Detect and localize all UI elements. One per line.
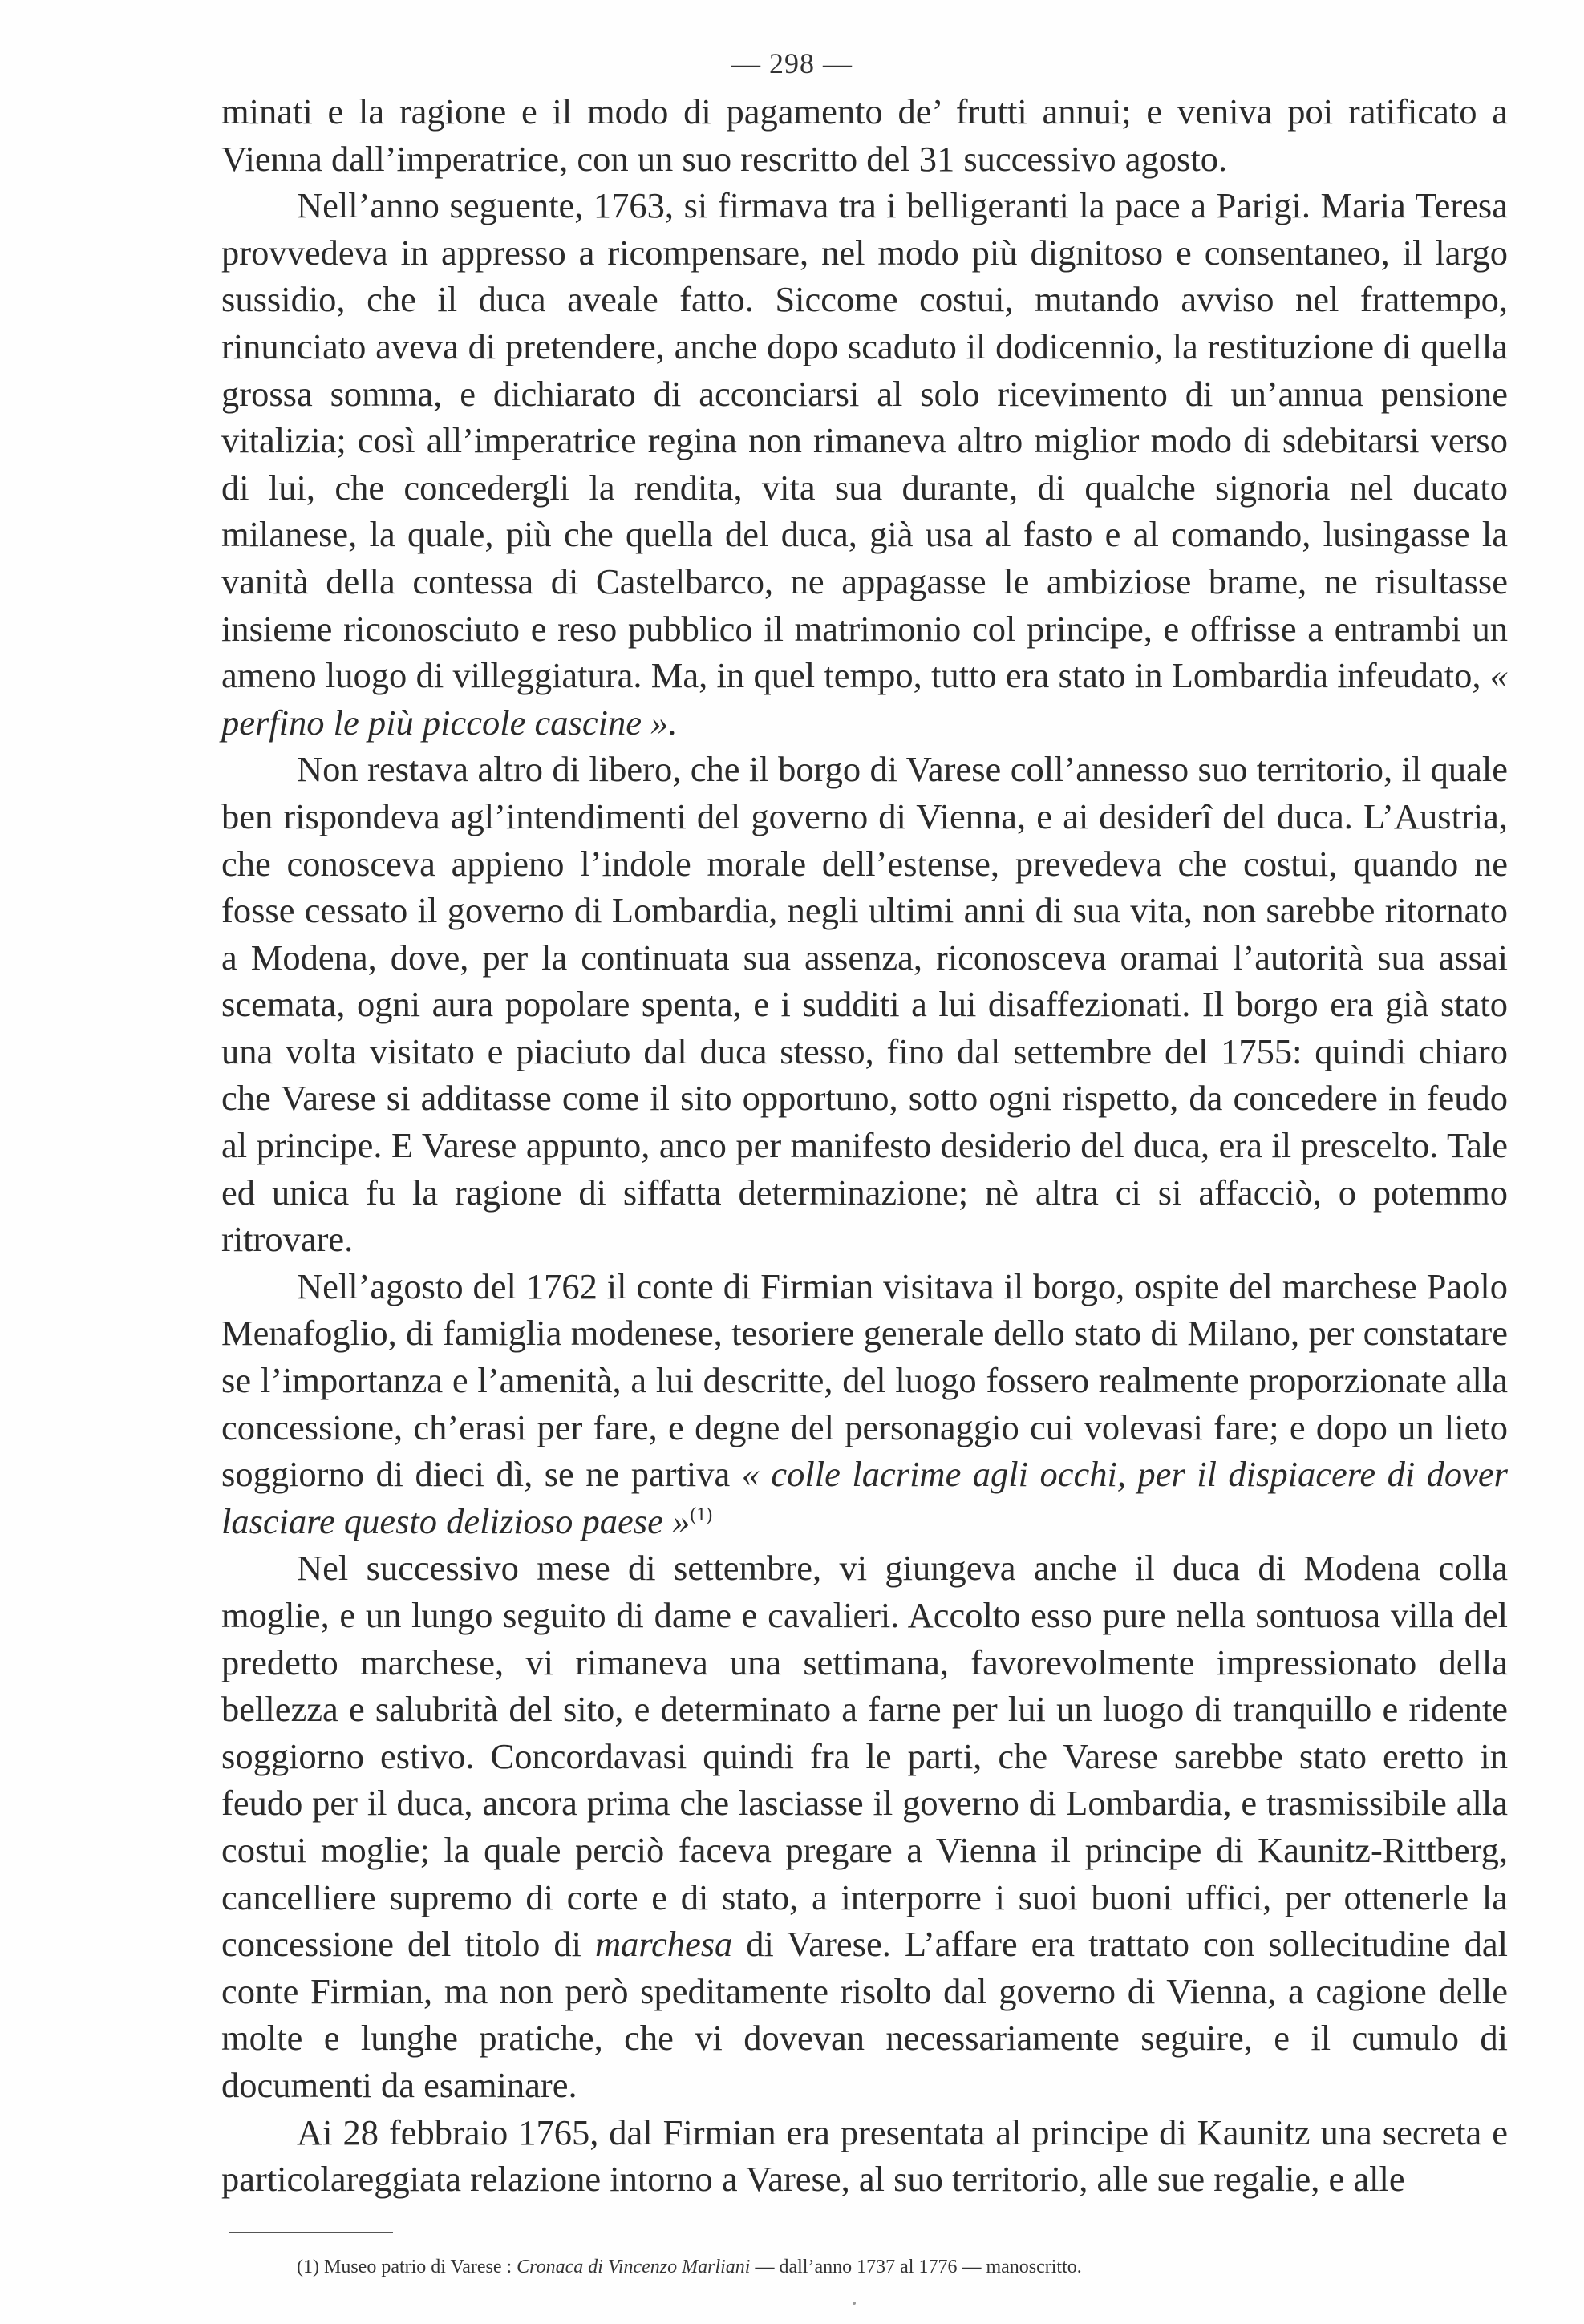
paragraph [221,2109,1508,2203]
footnote-separator [229,2232,393,2233]
text-run: minati e la ragione e il modo di pagamento de’ frutti annui; e veniva poi ratificato a Vienna dall’imperatrice, con un suo rescritto del 31 successivo agosto. [221,91,1508,179]
footnote-text-before: Museo patrio di Varese : [318,2257,517,2277]
text-run: Ai 28 febbraio 1765, dal Firmian era presentata al principe di Kaunitz una secreta e particolareggiata relazione intorno a Varese, al suo territorio, alle sue regalie, e alle [221,2111,1508,2200]
paragraph [221,1263,1508,1545]
footnote-text-after: — dall’anno 1737 al 1776 — manoscritto. [750,2257,1082,2277]
paragraph [221,88,1508,182]
italic-text: « perfino le più piccole cascine ». [221,655,1508,743]
page-number: — 298 — [731,47,853,79]
text-run: di Varese. L’affare era trattato con sollecitudine dal conte Firmian, ma non però speditamente risolto dal governo di Vienna, a cagione delle molte e lunghe pratiche, che vi dovevan necessariamente seguire, e il cumulo di documenti da esaminare. [221,1924,1509,2105]
footnote [297,2253,1500,2281]
footnote-marker: (1) [297,2257,319,2277]
text-run: Nel successivo mese di settembre, vi giungeva anche il duca di Modena colla moglie, e un lungo seguito di dame e cavalieri. Accolto esso pure nella sontuosa villa del predetto marchese, vi rimaneva una settimana, favorevolmente impressionato della bellezza e salubrità del sito, e determinato a farne per lui un luogo di tranquillo e ridente soggiorno estivo. Concordavasi quindi fra le parti, che Varese sarebbe stato eretto in feudo per il duca, ancora prima che lasciasse il governo di Lombardia, e trasmissibile alla costui moglie; la quale perciò faceva pregare a Vienna il principe di Kaunitz-Rittberg, cancelliere supremo di corte e di stato, a interporre i suoi buoni uffici, per ottenerle la concessione del titolo di [221,1548,1508,1965]
body-text [221,88,1508,2203]
footnote-italic-title: Cronaca di Vincenzo Marliani [517,2257,751,2277]
italic-text: marchesa [594,1924,733,1965]
paragraph [221,746,1508,1263]
italic-text: « colle lacrime agli occhi, per il dispiacere di dover lasciare questo delizioso paese » [221,1454,1508,1541]
footnote-reference: (1) [690,1504,713,1525]
text-run: Non restava altro di libero, che il borgo di Varese coll’annesso suo territorio, il quale ben rispondeva agl’intendimenti del governo di Vienna, e ai desiderî del duca. L’Austria, che conosceva appieno l’indole morale dell’estense, prevedeva che costui, quando ne fosse cessato il governo di Lombardia, negli ultimi anni di sua vita, non sarebbe ritornato a Modena, dove, per la continuata sua assenza, riconosceva oramai l’autorità sua assai scemata, ogni aura popolare spenta, e i sudditi a lui disaffezionati. Il borgo era già stato una volta visitato e piaciuto dal duca stesso, fino dal settembre del 1755: quindi chiaro che Varese si additasse come il sito opportuno, sotto ogni rispetto, da concedere in feudo al principe. E Varese appunto, anco per manifesto desiderio del duca, era il prescelto. Tale ed unica fu la ragione di siffatta determinazione; nè altra ci si affacciò, o potemmo ritrovare. [221,749,1508,1260]
paper-speck [853,2302,856,2305]
paragraph [221,182,1508,746]
text-run: Nell’anno seguente, 1763, si firmava tra i belligeranti la pace a Parigi. Maria Teresa provvedeva in appresso a ricompensare, nel modo più dignitoso e consentaneo, il largo sussidio, che il duca avealе fatto. Siccome costui, mutando avviso nel frattempo, rinunciato aveva di pretendere, anche dopo scaduto il dodicennio, la restituzione di quella grossa somma, e dichiarato di acconciarsi al solo ricevimento di un’annua pensione vitalizia; così all’imperatrice regina non rimaneva altro miglior modo di sdebitarsi verso di lui, che concedergli la rendita, vita sua durante, di qualche signoria nel ducato milanese, la quale, più che quella del duca, già usa al fasto e al comando, lusingasse la vanità della contessa di Castelbarco, ne appagasse le ambiziose brame, ne risultasse insieme riconosciuto e reso pubblico il matrimonio col principe, e offrisse a entrambi un ameno luogo di villeggiatura. Ma, in quel tempo, tutto era stato in Lombardia infeudato, [221,185,1508,696]
text-run: Nell’agosto del 1762 il conte di Firmian visitava il borgo, ospite del marchese Paolo Menafoglio, di famiglia modenese, tesoriere generale dello stato di Milano, per constatare se l’importanza e l’amenità, a lui descritte, del luogo fossero realmente proporzionate alla concessione, ch’erasi per fare, e degne del personaggio cui volevasi fare; e dopo un lieto soggiorno di dieci dì, se ne partiva [221,1265,1508,1495]
paragraph [221,1545,1508,2108]
